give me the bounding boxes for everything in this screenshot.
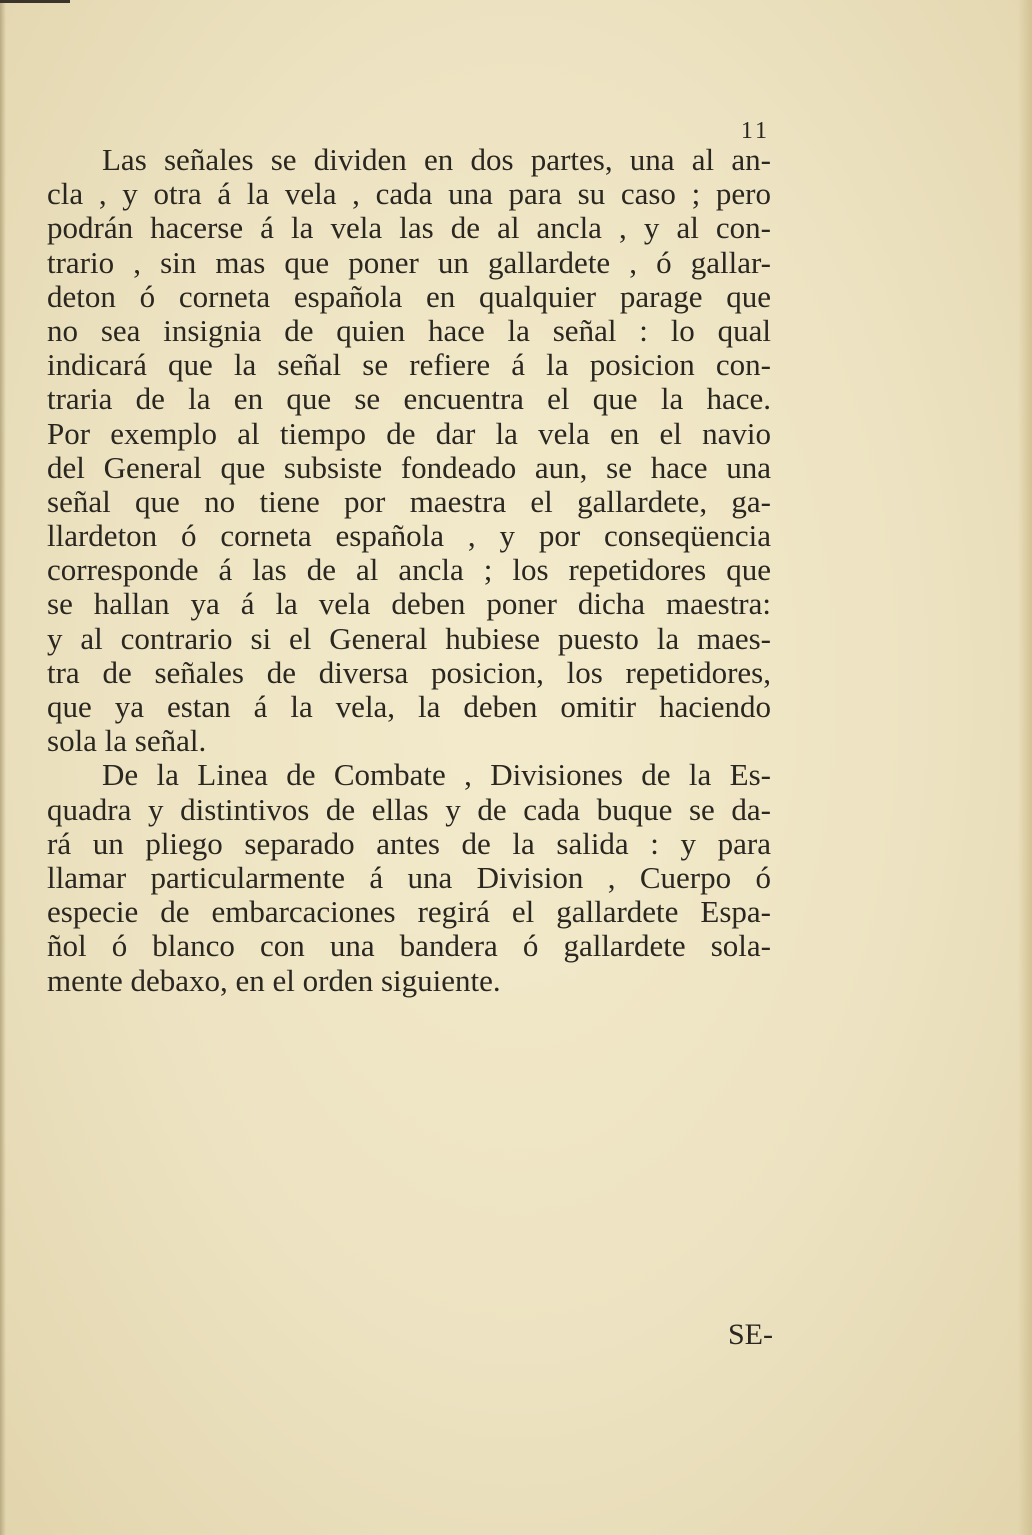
top-left-rule bbox=[0, 0, 70, 3]
text-line: especie de embarcaciones regirá el gallardete Espa- bbox=[47, 894, 771, 930]
text-line: Por exemplo al tiempo de dar la vela en el navio bbox=[47, 415, 771, 451]
text-line: mente debaxo, en el orden siguiente. bbox=[47, 962, 501, 998]
text-line: corresponde á las de al ancla ; los repetidores que bbox=[47, 552, 771, 588]
text-line: del General que subsiste fondeado aun, se hace una bbox=[47, 449, 771, 485]
page-number: 11 bbox=[740, 118, 770, 144]
text-line: llardeton ó corneta española , y por conseqüencia bbox=[47, 518, 771, 554]
text-line: sola la señal. bbox=[47, 723, 207, 759]
text-line: De la Linea de Combate , Divisiones de la Es- bbox=[102, 757, 771, 793]
text-line: rá un pliego separado antes de la salida : y para bbox=[47, 825, 771, 861]
text-line: llamar particularmente á una Division , Cuerpo ó bbox=[47, 859, 771, 895]
text-line: y al contrario si el General hubiese puesto la maes- bbox=[47, 620, 771, 656]
text-line: trario , sin mas que poner un gallardete , ó gallar- bbox=[47, 244, 771, 280]
text-line: podrán hacerse á la vela las de al ancla , y al con- bbox=[47, 210, 771, 246]
text-line: indicará que la señal se refiere á la posicion con- bbox=[47, 347, 771, 383]
text-line: ñol ó blanco con una bandera ó gallardete sola- bbox=[47, 928, 771, 964]
text-line: cla , y otra á la vela , cada una para su caso ; pero bbox=[47, 176, 771, 212]
text-line: deton ó corneta española en qualquier parage que bbox=[47, 278, 771, 314]
text-line: se hallan ya á la vela deben poner dicha maestra: bbox=[47, 586, 771, 622]
text-line: quadra y distintivos de ellas y de cada buque se da- bbox=[47, 791, 771, 827]
page-right-edge-shadow bbox=[1018, 0, 1032, 1535]
text-line: no sea insignia de quien hace la señal : lo qual bbox=[47, 312, 771, 348]
text-line: tra de señales de diversa posicion, los repetidores, bbox=[47, 654, 771, 690]
text-line: traria de la en que se encuentra el que la hace. bbox=[47, 381, 771, 417]
paragraph-1 bbox=[47, 143, 771, 758]
text-line: Las señales se dividen en dos partes, una al an- bbox=[102, 142, 771, 177]
paragraph-2 bbox=[47, 758, 771, 997]
catchword: SE- bbox=[728, 1318, 773, 1351]
page-left-edge-shadow bbox=[0, 0, 6, 1535]
text-line: señal que no tiene por maestra el gallardete, ga- bbox=[47, 483, 771, 519]
text-line: que ya estan á la vela, la deben omitir haciendo bbox=[47, 689, 771, 724]
body-text bbox=[47, 143, 771, 998]
